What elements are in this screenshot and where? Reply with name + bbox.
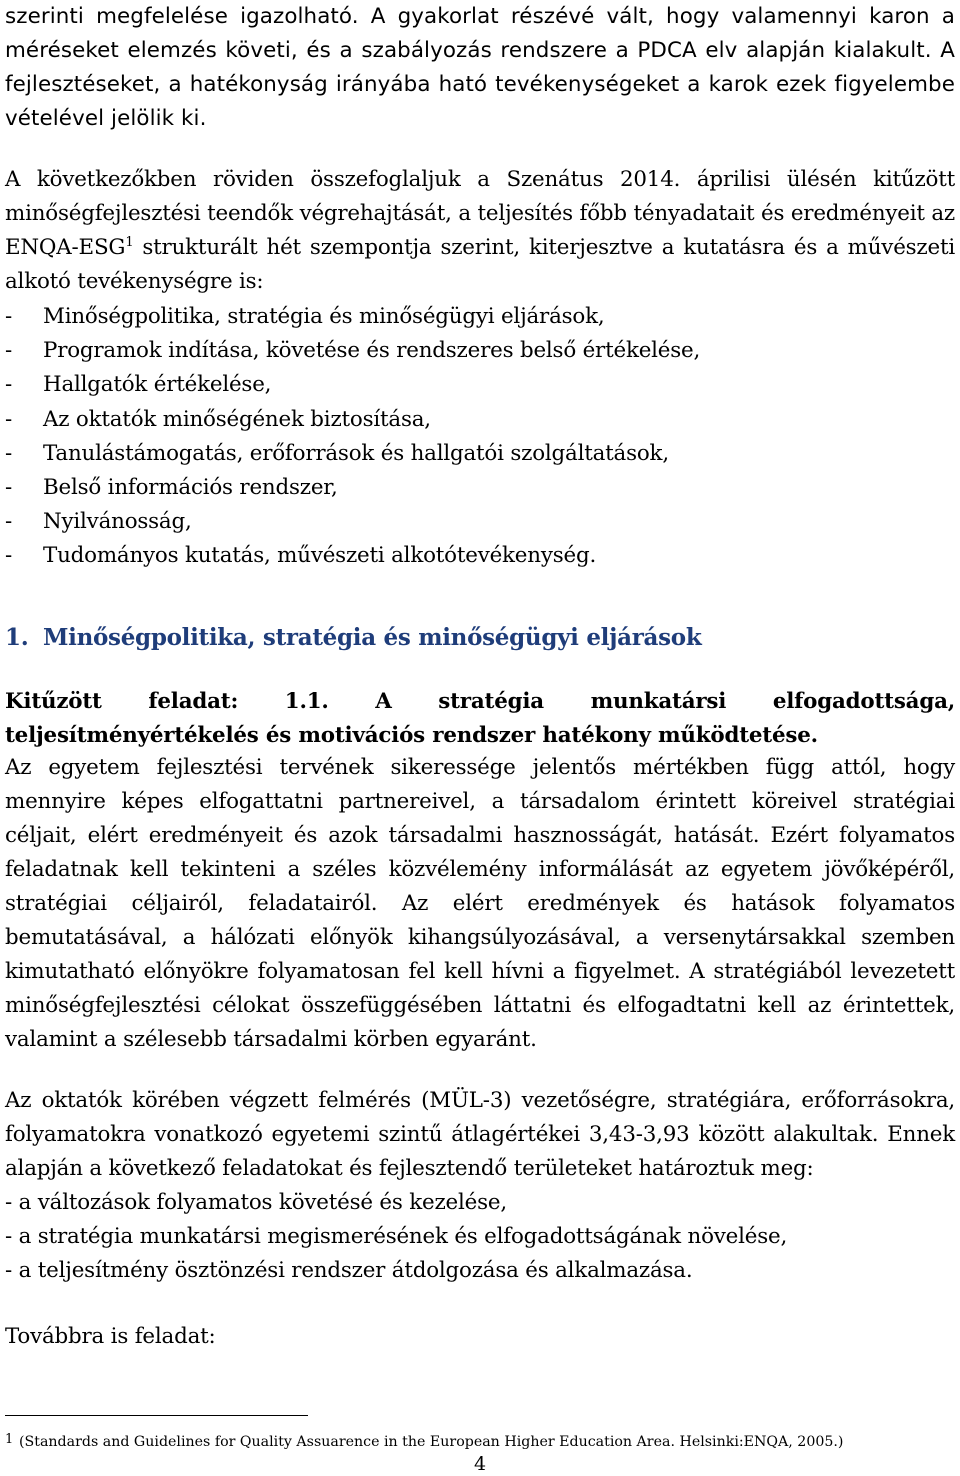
section-number: 1.	[5, 624, 29, 651]
section-heading	[5, 620, 701, 656]
esg-criteria-list	[5, 300, 955, 574]
tasks-list	[5, 1186, 955, 1289]
summary-paragraph	[5, 163, 955, 299]
list-item: - Az oktatók minőségének biztosítása,	[5, 406, 431, 432]
footnote-mark: 1	[5, 1432, 14, 1447]
list-item: - Tanulástámogatás, erőforrások és hallgatói szolgáltatások,	[5, 440, 669, 466]
document-page	[5, 0, 955, 1476]
list-item: - Programok indítása, követése és rendszeres belső értékelése,	[5, 338, 701, 364]
footnote-reference: 1	[125, 235, 134, 250]
task-statement: Kitűzött feladat: 1.1. A stratégia munkatársi elfogadottsága, teljesítményértékelés és motivációs rendszer hatékony működtetése.	[5, 689, 955, 748]
list-item: - Minőségpolitika, stratégia és minőségügyi eljárások,	[5, 304, 605, 329]
page-number: 4	[473, 1453, 487, 1475]
footnote-divider	[5, 1415, 308, 1416]
list-item: - Hallgatók értékelése,	[5, 372, 272, 398]
list-item: - a teljesítmény ösztönzési rendszer átdolgozása és alkalmazása.	[5, 1258, 693, 1284]
list-item: - Tudományos kutatás, művészeti alkotótevékenység.	[5, 543, 597, 569]
further-task-line: Továbbra is feladat:	[5, 1324, 216, 1349]
footnote	[5, 1430, 955, 1452]
intro-paragraph: szerinti megfelelése igazolható. A gyakorlat részévé vált, hogy valamennyi karon a méréseket elemzés követi, és a szabályozás rendszere a PDCA elv alapján kialakult. A fejlesztéseket, a hatékonyság irányába ható tevékenységeket a karok ezek figyelembe vételével jelölik ki.	[5, 4, 955, 131]
survey-paragraph: Az oktatók körében végzett felmérés (MÜL-3) vezetőségre, stratégiára, erőforrásokra, folyamatokra vonatkozó egyetemi szintű átlagértékei 3,43-3,93 között alakultak. Ennek alapján a következő feladatokat és fejlesztendő területeket határoztuk meg:	[5, 1088, 955, 1181]
list-item: - a változások folyamatos követésé és kezelése,	[5, 1190, 507, 1215]
list-item: - Belső információs rendszer,	[5, 475, 338, 501]
list-item: - Nyilvánosság,	[5, 509, 192, 535]
section-title: Minőségpolitika, stratégia és minőségügyi eljárások	[43, 624, 702, 651]
summary-text-after: strukturált hét szempontja szerint, kiterjesztve a kutatásra és a művészeti alkotó tevékenységre is:	[5, 235, 955, 294]
summary-text-before: A következőkben röviden összefoglaljuk a Szenátus 2014. áprilisi ülésén kitűzött minőségfejlesztési teendők végrehajtását, a teljesítés főbb tényadatait és eredményeit az ENQA-ESG	[5, 167, 955, 260]
footnote-text: (Standards and Guidelines for Quality Assuarence in the European Higher Education Area. Helsinki:ENQA, 2005.)	[19, 1434, 844, 1450]
strategy-paragraph: Az egyetem fejlesztési tervének sikeressége jelentős mértékben függ attól, hogy mennyire képes elfogattatni partnereivel, a társadalom érintett köreivel stratégiai céljait, elért eredményeit és azok társadalmi hasznosságát, hatását. Ezért folyamatos feladatnak kell tekinteni a széles közvélemény informálását az egyetem jövőképéről, stratégiai céljairól, feladatairól. Az elért eredmények és hatások folyamatos bemutatásával, a hálózati előnyök kihangsúlyozásával, a versenytársakkal szemben kimutatható előnyökre folyamatosan fel kell hívni a figyelmet. A stratégiából levezetett minőségfejlesztési célokat összefüggésében láttatni és elfogadtatni kell az érintettek, valamint a szélesebb társadalmi körben egyaránt.	[5, 755, 955, 1052]
list-item: - a stratégia munkatársi megismerésének és elfogadottságának növelése,	[5, 1224, 788, 1250]
